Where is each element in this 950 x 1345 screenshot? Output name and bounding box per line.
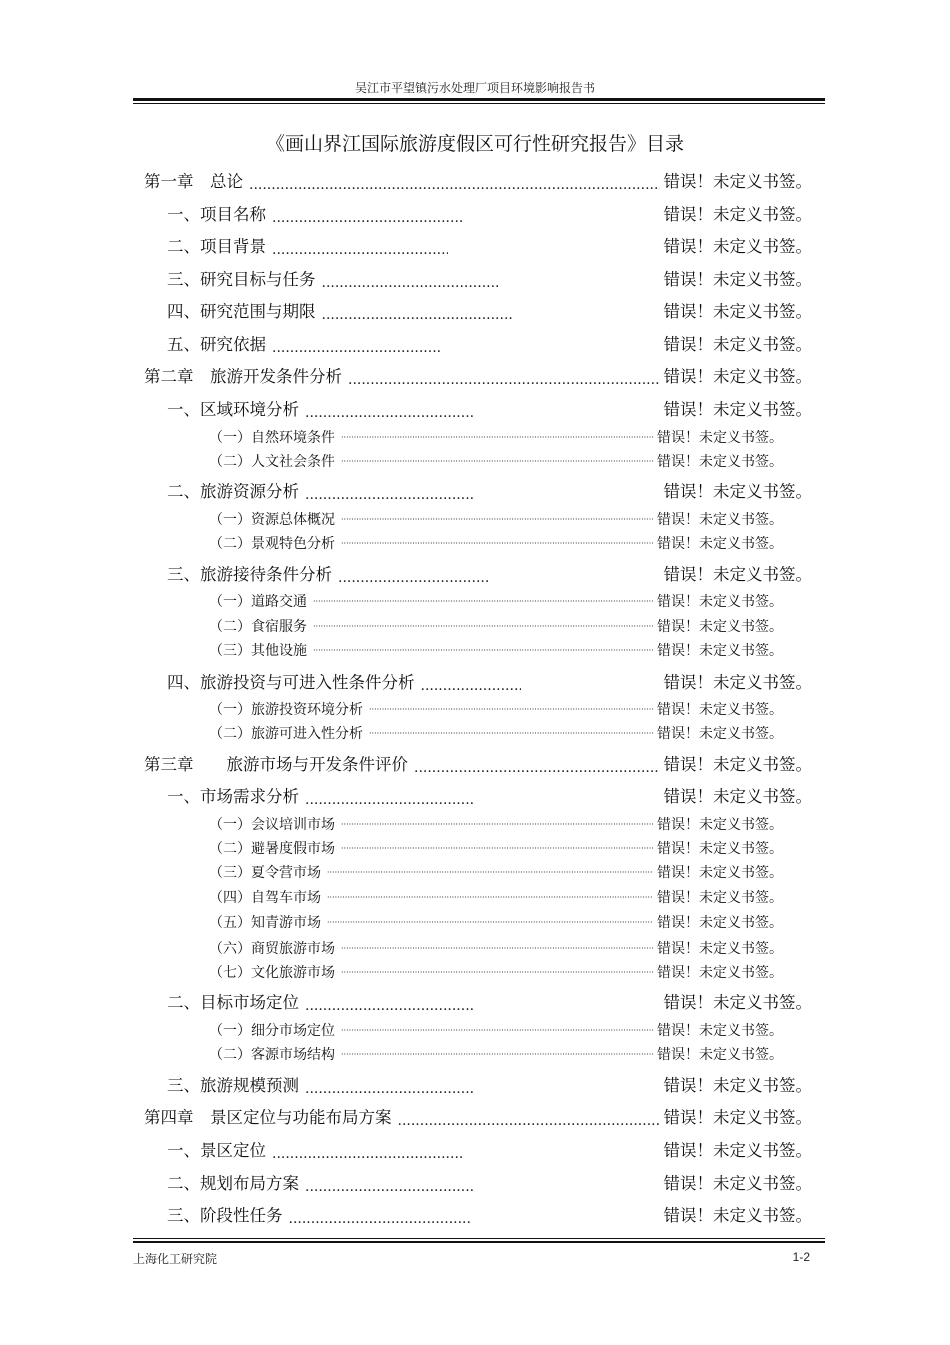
toc-entry-label: 第一章 总论 bbox=[144, 172, 243, 191]
toc-entry-page-ref: 错误！未定义书签。 bbox=[663, 1174, 812, 1193]
toc-entry[interactable] bbox=[167, 1172, 812, 1196]
toc-dot-leader bbox=[305, 1182, 474, 1192]
toc-entry[interactable] bbox=[209, 641, 783, 661]
toc-dot-leader bbox=[414, 763, 660, 773]
toc-entry-page-ref: 错误！未定义书签。 bbox=[663, 400, 812, 419]
toc-entry[interactable] bbox=[167, 563, 812, 587]
toc-entry-page-ref: 错误！未定义书签。 bbox=[663, 335, 812, 354]
toc-entry-page-ref: 错误！未定义书签。 bbox=[657, 1023, 783, 1039]
toc-entry-label: 一、市场需求分析 bbox=[167, 787, 299, 806]
toc-entry[interactable] bbox=[209, 888, 783, 908]
toc-entry-label: 第三章 旅游市场与开发条件评价 bbox=[144, 755, 408, 774]
toc-dot-leader bbox=[327, 868, 653, 878]
toc-entry-page-ref: 错误！未定义书签。 bbox=[657, 941, 783, 957]
toc-dot-leader bbox=[369, 705, 653, 715]
toc-dot-leader bbox=[289, 1214, 470, 1224]
toc-entry-page-ref: 错误！未定义书签。 bbox=[663, 367, 812, 386]
toc-entry[interactable] bbox=[209, 839, 783, 859]
toc-entry-page-ref: 错误！未定义书签。 bbox=[657, 915, 783, 931]
toc-entry[interactable] bbox=[209, 815, 783, 835]
toc-entry-page-ref: 错误！未定义书签。 bbox=[657, 643, 783, 659]
toc-entry-label: （二）避暑度假市场 bbox=[209, 841, 335, 857]
toc-entry-label: （二）客源市场结构 bbox=[209, 1047, 335, 1063]
toc-entry-page-ref: 错误！未定义书签。 bbox=[663, 1076, 812, 1095]
toc-entry[interactable] bbox=[167, 268, 812, 292]
toc-entry-page-ref: 错误！未定义书签。 bbox=[657, 890, 783, 906]
toc-entry[interactable] bbox=[209, 913, 783, 933]
toc-entry[interactable] bbox=[167, 1139, 812, 1163]
toc-dot-leader bbox=[272, 1149, 462, 1159]
toc-entry[interactable] bbox=[209, 428, 783, 448]
toc-entry[interactable] bbox=[144, 1106, 812, 1130]
toc-entry-page-ref: 错误！未定义书签。 bbox=[663, 1206, 812, 1225]
toc-dot-leader bbox=[341, 820, 653, 830]
toc-entry-label: 四、研究范围与期限 bbox=[167, 302, 316, 321]
toc-entry-label: 三、研究目标与任务 bbox=[167, 270, 316, 289]
toc-entry-page-ref: 错误！未定义书签。 bbox=[663, 673, 812, 692]
toc-dot-leader bbox=[305, 408, 474, 418]
toc-entry-page-ref: 错误！未定义书签。 bbox=[663, 237, 812, 256]
toc-dot-leader bbox=[338, 573, 488, 583]
toc-entry-page-ref: 错误！未定义书签。 bbox=[663, 172, 812, 191]
toc-entry-page-ref: 错误！未定义书签。 bbox=[663, 482, 812, 501]
toc-entry-page-ref: 错误！未定义书签。 bbox=[657, 619, 783, 635]
toc-dot-leader bbox=[305, 1001, 474, 1011]
footer-rule-thin bbox=[133, 1238, 825, 1239]
toc-entry[interactable] bbox=[209, 510, 783, 530]
toc-dot-leader bbox=[272, 213, 462, 223]
toc-entry[interactable] bbox=[209, 1021, 783, 1041]
footer-rule-thick bbox=[133, 1241, 825, 1243]
toc-dot-leader bbox=[305, 795, 474, 805]
toc-entry-label: （一）细分市场定位 bbox=[209, 1023, 335, 1039]
toc-entry-page-ref: 错误！未定义书签。 bbox=[663, 1141, 812, 1160]
toc-entry[interactable] bbox=[167, 203, 812, 227]
toc-entry-label: （一）会议培训市场 bbox=[209, 817, 335, 833]
toc-entry-label: 二、旅游资源分析 bbox=[167, 482, 299, 501]
toc-dot-leader bbox=[313, 646, 653, 656]
toc-entry-page-ref: 错误！未定义书签。 bbox=[663, 993, 812, 1012]
toc-entry-page-ref: 错误！未定义书签。 bbox=[657, 726, 783, 742]
toc-entry-page-ref: 错误！未定义书签。 bbox=[657, 454, 783, 470]
toc-dot-leader bbox=[341, 1050, 653, 1060]
toc-entry-page-ref: 错误！未定义书签。 bbox=[657, 512, 783, 528]
toc-entry-label: （一）旅游投资环境分析 bbox=[209, 702, 363, 718]
toc-entry[interactable] bbox=[167, 1204, 812, 1228]
toc-entry[interactable] bbox=[167, 398, 812, 422]
running-header: 吴江市平望镇污水处理厂项目环境影响报告书 bbox=[354, 81, 595, 95]
toc-entry-label: 一、区域环境分析 bbox=[167, 400, 299, 419]
toc-dot-leader bbox=[341, 944, 653, 954]
toc-entry-label: 一、项目名称 bbox=[167, 205, 266, 224]
toc-dot-leader bbox=[313, 597, 653, 607]
toc-dot-leader bbox=[327, 893, 653, 903]
toc-dot-leader bbox=[322, 310, 512, 320]
toc-entry[interactable] bbox=[167, 1074, 812, 1098]
toc-entry-page-ref: 错误！未定义书签。 bbox=[657, 817, 783, 833]
toc-entry-label: （四）自驾车市场 bbox=[209, 890, 321, 906]
toc-entry[interactable] bbox=[209, 724, 783, 744]
toc-entry-label: （二）食宿服务 bbox=[209, 619, 307, 635]
toc-entry-page-ref: 错误！未定义书签。 bbox=[663, 302, 812, 321]
toc-dot-leader bbox=[341, 433, 653, 443]
toc-entry-label: （一）自然环境条件 bbox=[209, 430, 335, 446]
toc-entry[interactable] bbox=[144, 170, 812, 194]
page-number: 1-2 bbox=[792, 1250, 810, 1264]
toc-dot-leader bbox=[398, 1116, 660, 1126]
toc-dot-leader bbox=[341, 844, 653, 854]
toc-dot-leader bbox=[421, 681, 521, 691]
toc-entry-page-ref: 错误！未定义书签。 bbox=[657, 841, 783, 857]
toc-entry[interactable] bbox=[209, 617, 783, 637]
toc-entry[interactable] bbox=[209, 963, 783, 983]
toc-dot-leader bbox=[272, 245, 448, 255]
toc-entry-label: 二、规划布局方案 bbox=[167, 1174, 299, 1193]
toc-dot-leader bbox=[341, 539, 653, 549]
toc-entry-label: （一）道路交通 bbox=[209, 594, 307, 610]
toc-entry-label: 二、项目背景 bbox=[167, 237, 266, 256]
toc-entry-label: （二）旅游可进入性分析 bbox=[209, 726, 363, 742]
toc-dot-leader bbox=[341, 968, 653, 978]
toc-entry-label: 第四章 景区定位与功能布局方案 bbox=[144, 1108, 392, 1127]
toc-entry[interactable] bbox=[209, 592, 783, 612]
toc-entry[interactable] bbox=[209, 534, 783, 554]
toc-entry-page-ref: 错误！未定义书签。 bbox=[657, 430, 783, 446]
toc-entry[interactable] bbox=[209, 1045, 783, 1065]
toc-entry-label: 二、目标市场定位 bbox=[167, 993, 299, 1012]
toc-dot-leader bbox=[272, 343, 442, 353]
toc-entry-page-ref: 错误！未定义书签。 bbox=[657, 702, 783, 718]
toc-entry-page-ref: 错误！未定义书签。 bbox=[663, 1108, 812, 1127]
toc-entry[interactable] bbox=[167, 480, 812, 504]
page-title: 《画山界江国际旅游度假区可行性研究报告》目录 bbox=[265, 133, 684, 155]
toc-entry[interactable] bbox=[167, 300, 812, 324]
toc-dot-leader bbox=[305, 1084, 474, 1094]
toc-entry[interactable] bbox=[144, 753, 812, 777]
toc-dot-leader bbox=[313, 622, 653, 632]
toc-dot-leader bbox=[305, 490, 474, 500]
toc-entry-label: 三、阶段性任务 bbox=[167, 1206, 283, 1225]
toc-dot-leader bbox=[369, 729, 653, 739]
toc-dot-leader bbox=[348, 375, 660, 385]
toc-entry-label: 三、旅游规模预测 bbox=[167, 1076, 299, 1095]
toc-entry-label: （三）夏令营市场 bbox=[209, 865, 321, 881]
toc-entry-page-ref: 错误！未定义书签。 bbox=[657, 536, 783, 552]
toc-entry-page-ref: 错误！未定义书签。 bbox=[663, 565, 812, 584]
toc-entry-page-ref: 错误！未定义书签。 bbox=[663, 787, 812, 806]
toc-entry-label: 第二章 旅游开发条件分析 bbox=[144, 367, 342, 386]
toc-entry-page-ref: 错误！未定义书签。 bbox=[663, 270, 812, 289]
toc-entry[interactable] bbox=[167, 235, 812, 259]
toc-entry[interactable] bbox=[167, 671, 812, 695]
toc-entry-label: 四、旅游投资与可进入性条件分析 bbox=[167, 673, 415, 692]
toc-entry-label: 五、研究依据 bbox=[167, 335, 266, 354]
toc-entry-label: （二）景观特色分析 bbox=[209, 536, 335, 552]
toc-entry-label: 三、旅游接待条件分析 bbox=[167, 565, 332, 584]
toc-entry-label: （二）人文社会条件 bbox=[209, 454, 335, 470]
toc-entry-label: （五）知青游市场 bbox=[209, 915, 321, 931]
toc-entry[interactable] bbox=[209, 939, 783, 959]
toc-entry[interactable] bbox=[167, 991, 812, 1015]
toc-entry[interactable] bbox=[209, 452, 783, 472]
toc-entry[interactable] bbox=[167, 333, 812, 357]
toc-entry-page-ref: 错误！未定义书签。 bbox=[657, 865, 783, 881]
toc-dot-leader bbox=[341, 515, 653, 525]
toc-dot-leader bbox=[249, 180, 660, 190]
toc-entry-page-ref: 错误！未定义书签。 bbox=[657, 965, 783, 981]
toc-entry-label: （一）资源总体概况 bbox=[209, 512, 335, 528]
toc-entry-label: 一、景区定位 bbox=[167, 1141, 266, 1160]
toc-entry-page-ref: 错误！未定义书签。 bbox=[663, 205, 812, 224]
toc-entry[interactable] bbox=[144, 365, 812, 389]
toc-dot-leader bbox=[327, 918, 653, 928]
toc-entry-page-ref: 错误！未定义书签。 bbox=[657, 1047, 783, 1063]
toc-entry-page-ref: 错误！未定义书签。 bbox=[663, 755, 812, 774]
toc-entry[interactable] bbox=[167, 785, 812, 809]
toc-dot-leader bbox=[341, 1026, 653, 1036]
toc-entry-label: （六）商贸旅游市场 bbox=[209, 941, 335, 957]
toc-entry-page-ref: 错误！未定义书签。 bbox=[657, 594, 783, 610]
toc-entry-label: （三）其他设施 bbox=[209, 643, 307, 659]
toc-dot-leader bbox=[322, 278, 498, 288]
toc-entry[interactable] bbox=[209, 700, 783, 720]
toc-dot-leader bbox=[341, 457, 653, 467]
toc-entry-label: （七）文化旅游市场 bbox=[209, 965, 335, 981]
toc-entry[interactable] bbox=[209, 863, 783, 883]
footer-organization: 上海化工研究院 bbox=[133, 1252, 218, 1266]
